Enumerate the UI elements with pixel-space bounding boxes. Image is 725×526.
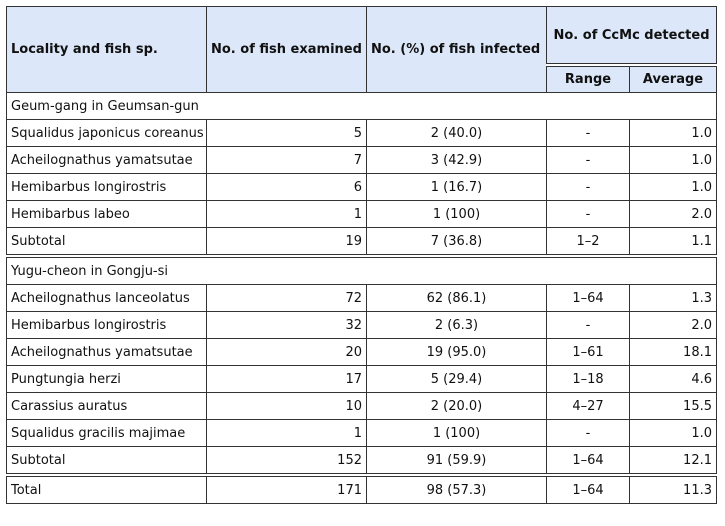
range-cell: 1–2 (547, 228, 630, 257)
average-cell: 18.1 (630, 339, 717, 366)
infected-cell: 91 (59.9) (367, 447, 547, 476)
average-cell: 1.3 (630, 285, 717, 312)
average-cell: 4.6 (630, 366, 717, 393)
species-cell: Hemibarbus longirostris (7, 312, 207, 339)
table-row (7, 147, 717, 174)
section-locality: Geum-gang in Geumsan-gun (7, 93, 717, 120)
infected-cell: 1 (16.7) (367, 174, 547, 201)
average-cell: 15.5 (630, 393, 717, 420)
range-cell: 1–64 (547, 475, 630, 504)
range-cell: - (547, 174, 630, 201)
infected-cell: 1 (100) (367, 201, 547, 228)
range-cell: 1–61 (547, 339, 630, 366)
average-cell: 2.0 (630, 201, 717, 228)
subtotal-row (7, 447, 717, 476)
infected-cell: 7 (36.8) (367, 228, 547, 257)
examined-cell: 72 (207, 285, 367, 312)
table-row (7, 420, 717, 447)
species-cell: Acheilognathus yamatsutae (7, 147, 207, 174)
subtotal-row (7, 228, 717, 257)
average-cell: 2.0 (630, 312, 717, 339)
range-cell: - (547, 201, 630, 228)
examined-cell: 1 (207, 420, 367, 447)
section-locality: Yugu-cheon in Gongju-si (7, 256, 717, 285)
header-ccmc: No. of CcMc detected (547, 7, 717, 66)
range-cell: 4–27 (547, 393, 630, 420)
infected-cell: 3 (42.9) (367, 147, 547, 174)
range-cell: - (547, 312, 630, 339)
average-cell: 12.1 (630, 447, 717, 476)
header-infected: No. (%) of fish infected (367, 7, 547, 93)
header-locality: Locality and fish sp. (7, 7, 207, 93)
infected-cell: 1 (100) (367, 420, 547, 447)
range-cell: - (547, 120, 630, 147)
examined-cell: 7 (207, 147, 367, 174)
table-row (7, 201, 717, 228)
range-cell: - (547, 420, 630, 447)
infected-cell: 98 (57.3) (367, 475, 547, 504)
infected-cell: 5 (29.4) (367, 366, 547, 393)
header-examined: No. of fish examined (207, 7, 367, 93)
average-cell: 1.1 (630, 228, 717, 257)
table-row (7, 393, 717, 420)
species-cell: Carassius auratus (7, 393, 207, 420)
range-cell: - (547, 147, 630, 174)
examined-cell: 152 (207, 447, 367, 476)
infected-cell: 2 (6.3) (367, 312, 547, 339)
species-cell: Hemibarbus longirostris (7, 174, 207, 201)
infected-cell: 62 (86.1) (367, 285, 547, 312)
table-row (7, 285, 717, 312)
species-cell: Acheilognathus yamatsutae (7, 339, 207, 366)
infected-cell: 2 (40.0) (367, 120, 547, 147)
header-average: Average (630, 65, 717, 93)
infected-cell: 2 (20.0) (367, 393, 547, 420)
examined-cell: 1 (207, 201, 367, 228)
species-cell: Acheilognathus lanceolatus (7, 285, 207, 312)
examined-cell: 6 (207, 174, 367, 201)
average-cell: 1.0 (630, 120, 717, 147)
examined-cell: 17 (207, 366, 367, 393)
data-table-container (6, 6, 716, 504)
examined-cell: 19 (207, 228, 367, 257)
range-cell: 1–64 (547, 447, 630, 476)
examined-cell: 10 (207, 393, 367, 420)
species-cell: Squalidus gracilis majimae (7, 420, 207, 447)
table-row (7, 312, 717, 339)
range-cell: 1–18 (547, 366, 630, 393)
examined-cell: 5 (207, 120, 367, 147)
species-cell: Pungtungia herzi (7, 366, 207, 393)
examined-cell: 32 (207, 312, 367, 339)
subtotal-label: Subtotal (7, 228, 207, 257)
species-cell: Squalidus japonicus coreanus (7, 120, 207, 147)
table-row (7, 120, 717, 147)
range-cell: 1–64 (547, 285, 630, 312)
total-label: Total (7, 475, 207, 504)
header-range: Range (547, 65, 630, 93)
subtotal-label: Subtotal (7, 447, 207, 476)
infected-cell: 19 (95.0) (367, 339, 547, 366)
average-cell: 11.3 (630, 475, 717, 504)
average-cell: 1.0 (630, 420, 717, 447)
table-row (7, 366, 717, 393)
fish-infection-table (6, 6, 717, 504)
examined-cell: 20 (207, 339, 367, 366)
table-row (7, 339, 717, 366)
average-cell: 1.0 (630, 174, 717, 201)
total-row (7, 475, 717, 504)
species-cell: Hemibarbus labeo (7, 201, 207, 228)
examined-cell: 171 (207, 475, 367, 504)
table-row (7, 174, 717, 201)
average-cell: 1.0 (630, 147, 717, 174)
